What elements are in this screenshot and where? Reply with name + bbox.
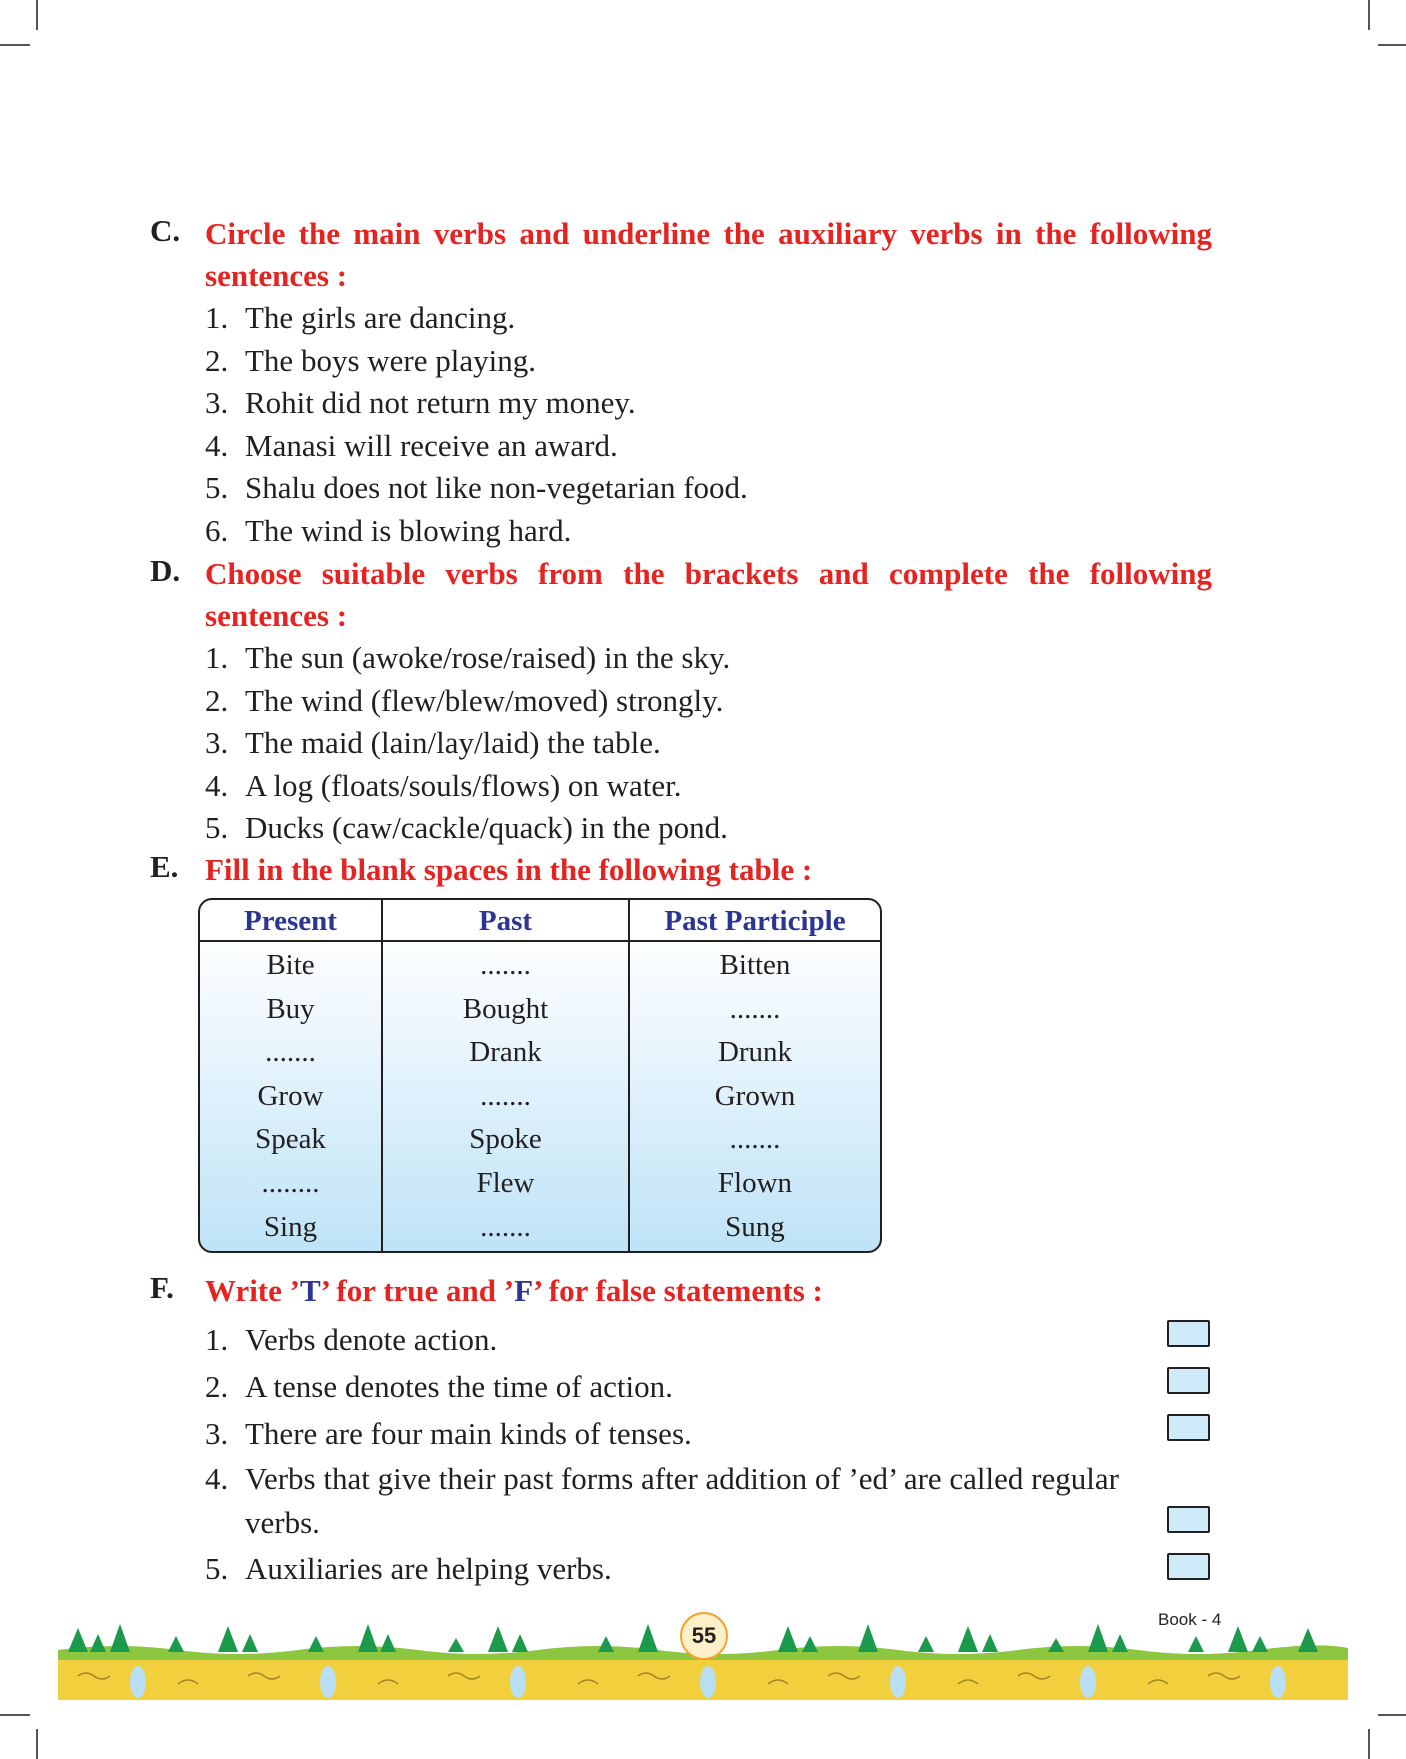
section-e bbox=[150, 849, 1212, 891]
section-letter: D. bbox=[150, 553, 181, 588]
item-number: 2. bbox=[205, 1369, 229, 1404]
list-item bbox=[150, 1363, 1212, 1410]
section-d bbox=[150, 553, 1212, 850]
answer-box[interactable] bbox=[1167, 1414, 1210, 1441]
title-text: Write ’ bbox=[205, 1273, 300, 1308]
table-cell: Speak bbox=[255, 1123, 326, 1156]
table-cell: Buy bbox=[266, 992, 315, 1025]
answer-box[interactable] bbox=[1167, 1320, 1210, 1347]
column-header-past-participle: Past Participle bbox=[664, 905, 846, 937]
statement-list bbox=[150, 1316, 1212, 1592]
table-cell: Grow bbox=[257, 1079, 324, 1112]
item-text: Verbs denote action. bbox=[245, 1322, 498, 1357]
item-number: 3. bbox=[205, 725, 229, 760]
section-title bbox=[205, 1270, 1212, 1312]
item-number: 6. bbox=[205, 512, 229, 548]
item-text: Verbs that give their past forms after addition of ’ed’ are called regular bbox=[245, 1461, 1119, 1496]
crop-mark bbox=[0, 1714, 30, 1716]
table-cell: Drunk bbox=[717, 1036, 793, 1069]
item-text-continued: verbs. bbox=[245, 1505, 320, 1540]
verb-forms-table bbox=[198, 898, 882, 1253]
present-column bbox=[200, 942, 381, 1247]
list-item bbox=[150, 1457, 1212, 1545]
item-text: The wind (flew/blew/moved) strongly. bbox=[245, 682, 724, 718]
title-highlight-f: F bbox=[514, 1273, 534, 1308]
section-title: Circle the main verbs and underline the auxiliary verbs in the following sentences : bbox=[205, 216, 1212, 293]
section-title: Fill in the blank spaces in the following table : bbox=[205, 852, 813, 887]
list-item bbox=[150, 680, 1212, 723]
item-number: 3. bbox=[205, 1416, 229, 1451]
item-text: The maid (lain/lay/laid) the table. bbox=[245, 725, 661, 760]
answer-box[interactable] bbox=[1167, 1506, 1210, 1533]
table-cell: Bite bbox=[266, 949, 315, 981]
table-cell: Bought bbox=[462, 992, 549, 1025]
past-column bbox=[383, 942, 628, 1247]
section-letter: E. bbox=[150, 849, 179, 884]
list-item bbox=[150, 297, 1212, 340]
list-item bbox=[150, 807, 1212, 850]
list-item bbox=[150, 637, 1212, 680]
section-c bbox=[150, 213, 1212, 552]
list-item bbox=[150, 425, 1212, 468]
table-cell: Spoke bbox=[469, 1123, 542, 1156]
item-number: 3. bbox=[205, 385, 229, 420]
column-header-present: Present bbox=[244, 905, 337, 937]
item-number: 2. bbox=[205, 342, 229, 378]
table-cell: Sung bbox=[725, 1210, 785, 1243]
item-text: The wind is blowing hard. bbox=[245, 512, 572, 548]
item-text: The girls are dancing. bbox=[245, 300, 516, 335]
item-text: The boys were playing. bbox=[245, 342, 536, 378]
section-letter: F. bbox=[150, 1270, 174, 1305]
item-text: There are four main kinds of tenses. bbox=[245, 1416, 692, 1451]
item-number: 4. bbox=[205, 1461, 229, 1496]
item-text: Shalu does not like non-vegetarian food. bbox=[245, 470, 748, 505]
section-letter: C. bbox=[150, 213, 181, 248]
item-number: 1. bbox=[205, 640, 229, 675]
item-text: A log (floats/souls/flows) on water. bbox=[245, 767, 682, 803]
item-number: 4. bbox=[205, 767, 229, 803]
item-text: Ducks (caw/cackle/quack) in the pond. bbox=[245, 810, 728, 845]
sentence-list bbox=[150, 297, 1212, 552]
table-cell: ....... bbox=[480, 1210, 531, 1243]
crop-mark bbox=[0, 44, 30, 46]
title-text: ’ for true and ’ bbox=[320, 1273, 515, 1308]
table-cell: ....... bbox=[480, 1079, 531, 1112]
list-item bbox=[150, 382, 1212, 425]
item-text: Rohit did not return my money. bbox=[245, 385, 636, 420]
item-number: 1. bbox=[205, 300, 229, 335]
title-text: ’ for false statements : bbox=[533, 1273, 823, 1308]
item-text: A tense denotes the time of action. bbox=[245, 1369, 673, 1404]
list-item bbox=[150, 765, 1212, 808]
item-text: The sun (awoke/rose/raised) in the sky. bbox=[245, 640, 731, 675]
item-number: 1. bbox=[205, 1322, 229, 1357]
book-label: Book - 4 bbox=[1158, 1610, 1222, 1629]
list-item bbox=[150, 467, 1212, 510]
item-number: 2. bbox=[205, 682, 229, 718]
table-cell: Drank bbox=[469, 1036, 542, 1069]
table-cell: Flown bbox=[717, 1166, 793, 1199]
title-highlight-t: T bbox=[299, 1273, 321, 1308]
item-text: Auxiliaries are helping verbs. bbox=[245, 1551, 612, 1586]
past-participle-column bbox=[630, 942, 880, 1247]
item-number: 5. bbox=[205, 1551, 229, 1586]
table-cell: Grown bbox=[714, 1079, 796, 1112]
crop-mark bbox=[1368, 0, 1370, 30]
table-cell: ....... bbox=[265, 1036, 316, 1069]
list-item bbox=[150, 1410, 1212, 1457]
list-item bbox=[150, 1545, 1212, 1592]
item-number: 4. bbox=[205, 427, 229, 463]
table-cell: ....... bbox=[729, 992, 781, 1025]
list-item bbox=[150, 510, 1212, 553]
column-header-past: Past bbox=[478, 905, 533, 937]
table-cell: ........ bbox=[261, 1166, 320, 1199]
item-number: 5. bbox=[205, 470, 229, 505]
item-text: Manasi will receive an award. bbox=[245, 427, 618, 463]
table-cell: Flew bbox=[476, 1166, 535, 1199]
crop-mark bbox=[1378, 44, 1406, 46]
answer-box[interactable] bbox=[1167, 1367, 1210, 1394]
crop-mark bbox=[1378, 1714, 1406, 1716]
list-item bbox=[150, 1316, 1212, 1363]
list-item bbox=[150, 340, 1212, 383]
page-number: 55 bbox=[680, 1612, 728, 1660]
section-f bbox=[150, 1270, 1212, 1592]
table-cell: ....... bbox=[480, 949, 531, 981]
sentence-list bbox=[150, 637, 1212, 850]
item-number: 5. bbox=[205, 810, 229, 845]
crop-mark bbox=[36, 0, 38, 30]
list-item bbox=[150, 722, 1212, 765]
table-cell: Bitten bbox=[719, 949, 791, 981]
table-cell: Sing bbox=[263, 1210, 318, 1243]
crop-mark bbox=[1368, 1729, 1370, 1759]
crop-mark bbox=[36, 1729, 38, 1759]
section-title: Choose suitable verbs from the brackets and complete the following sentences : bbox=[205, 556, 1212, 633]
table-cell: ....... bbox=[729, 1123, 781, 1156]
answer-box[interactable] bbox=[1167, 1553, 1210, 1580]
